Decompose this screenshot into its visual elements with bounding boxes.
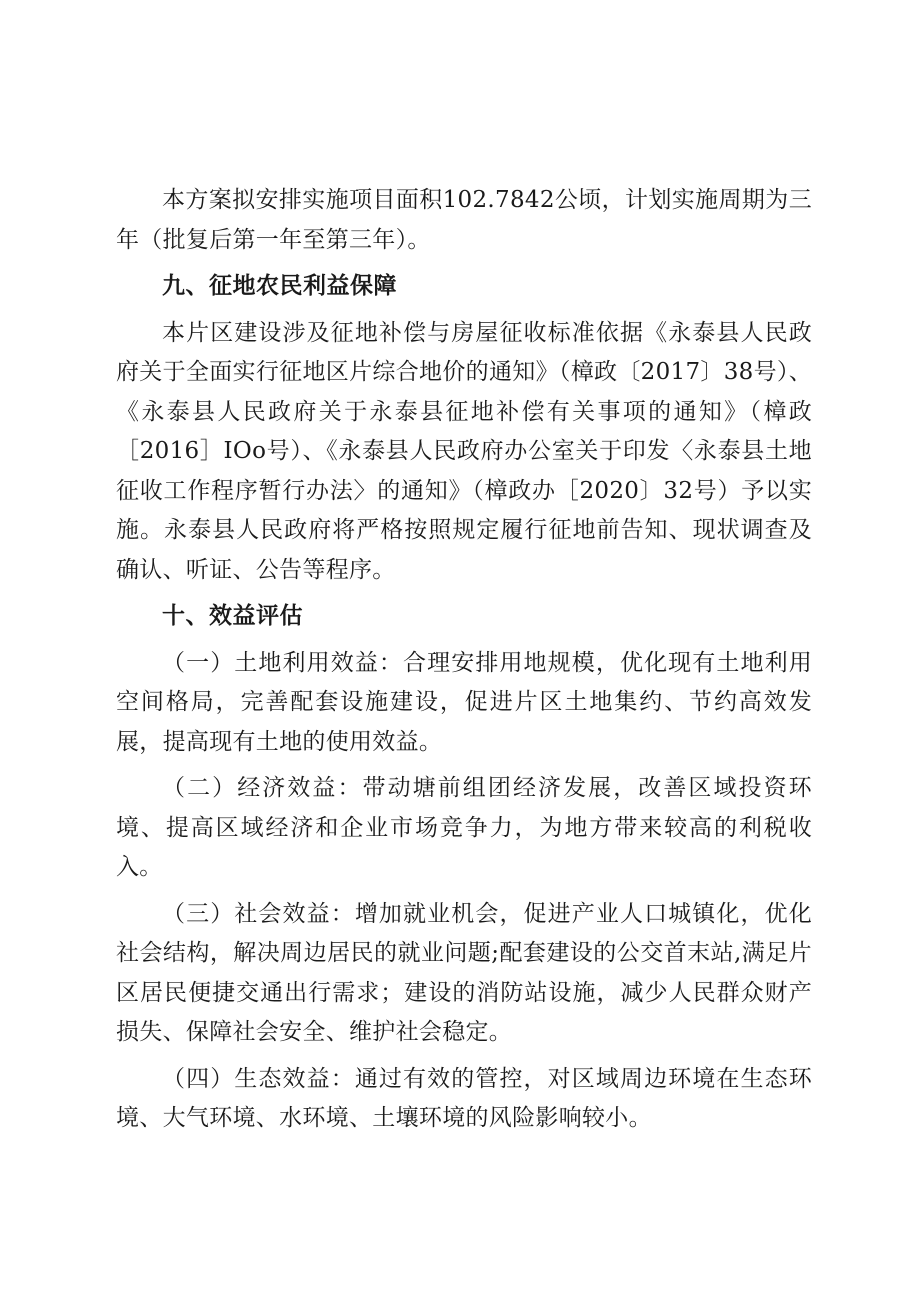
paragraph-implementation-period: 本方案拟安排实施项目面积102.7842公顷，计划实施周期为三年（批复后第一年至第三年）。 [116,187,812,253]
paragraph-ecological-benefit: （四）生态效益：通过有效的管控，对区域周边环境在生态环境、大气环境、水环境、土壤环境的风险影响较小。 [116,1065,812,1131]
paragraph-social-benefit: （三）社会效益：增加就业机会，促进产业人口城镇化，优化社会结构，解决周边居民的就业问题;配套建设的公交首末站,满足片区居民便捷交通出行需求；建设的消防站设施，减少人民群众财产损失、保障社会安全、维护社会稳定。 [116,900,812,1045]
paragraph-economic-benefit: （二）经济效益：带动塘前组团经济发展，改善区域投资环境、提高区域经济和企业市场竞争力，为地方带来较高的利税收入。 [116,775,812,880]
paragraph-land-compensation: 本片区建设涉及征地补偿与房屋征收标准依据《永泰县人民政府关于全面实行征地区片综合地价的通知》（樟政〔2017〕38号）、《永泰县人民政府关于永泰县征地补偿有关事项的通知》（樟政［2016］IOo号）、《永泰县人民政府办公室关于印发〈永泰县土地征收工作程序暂行办法〉的通知》（樟政办［2020〕32号）予以实施。永泰县人民政府将严格按照规定履行征地前告知、现状调查及确认、听证、公告等程序。 [116,319,812,583]
section-heading-10: 十、效益评估 [162,603,303,629]
paragraph-land-use-benefit: （一）土地利用效益：合理安排用地规模，优化现有土地利用空间格局，完善配套设施建设，促进片区土地集约、节约高效发展，提高现有土地的使用效益。 [116,649,812,755]
section-heading-9: 九、征地农民利益保障 [162,273,397,299]
document-body [116,181,812,1146]
